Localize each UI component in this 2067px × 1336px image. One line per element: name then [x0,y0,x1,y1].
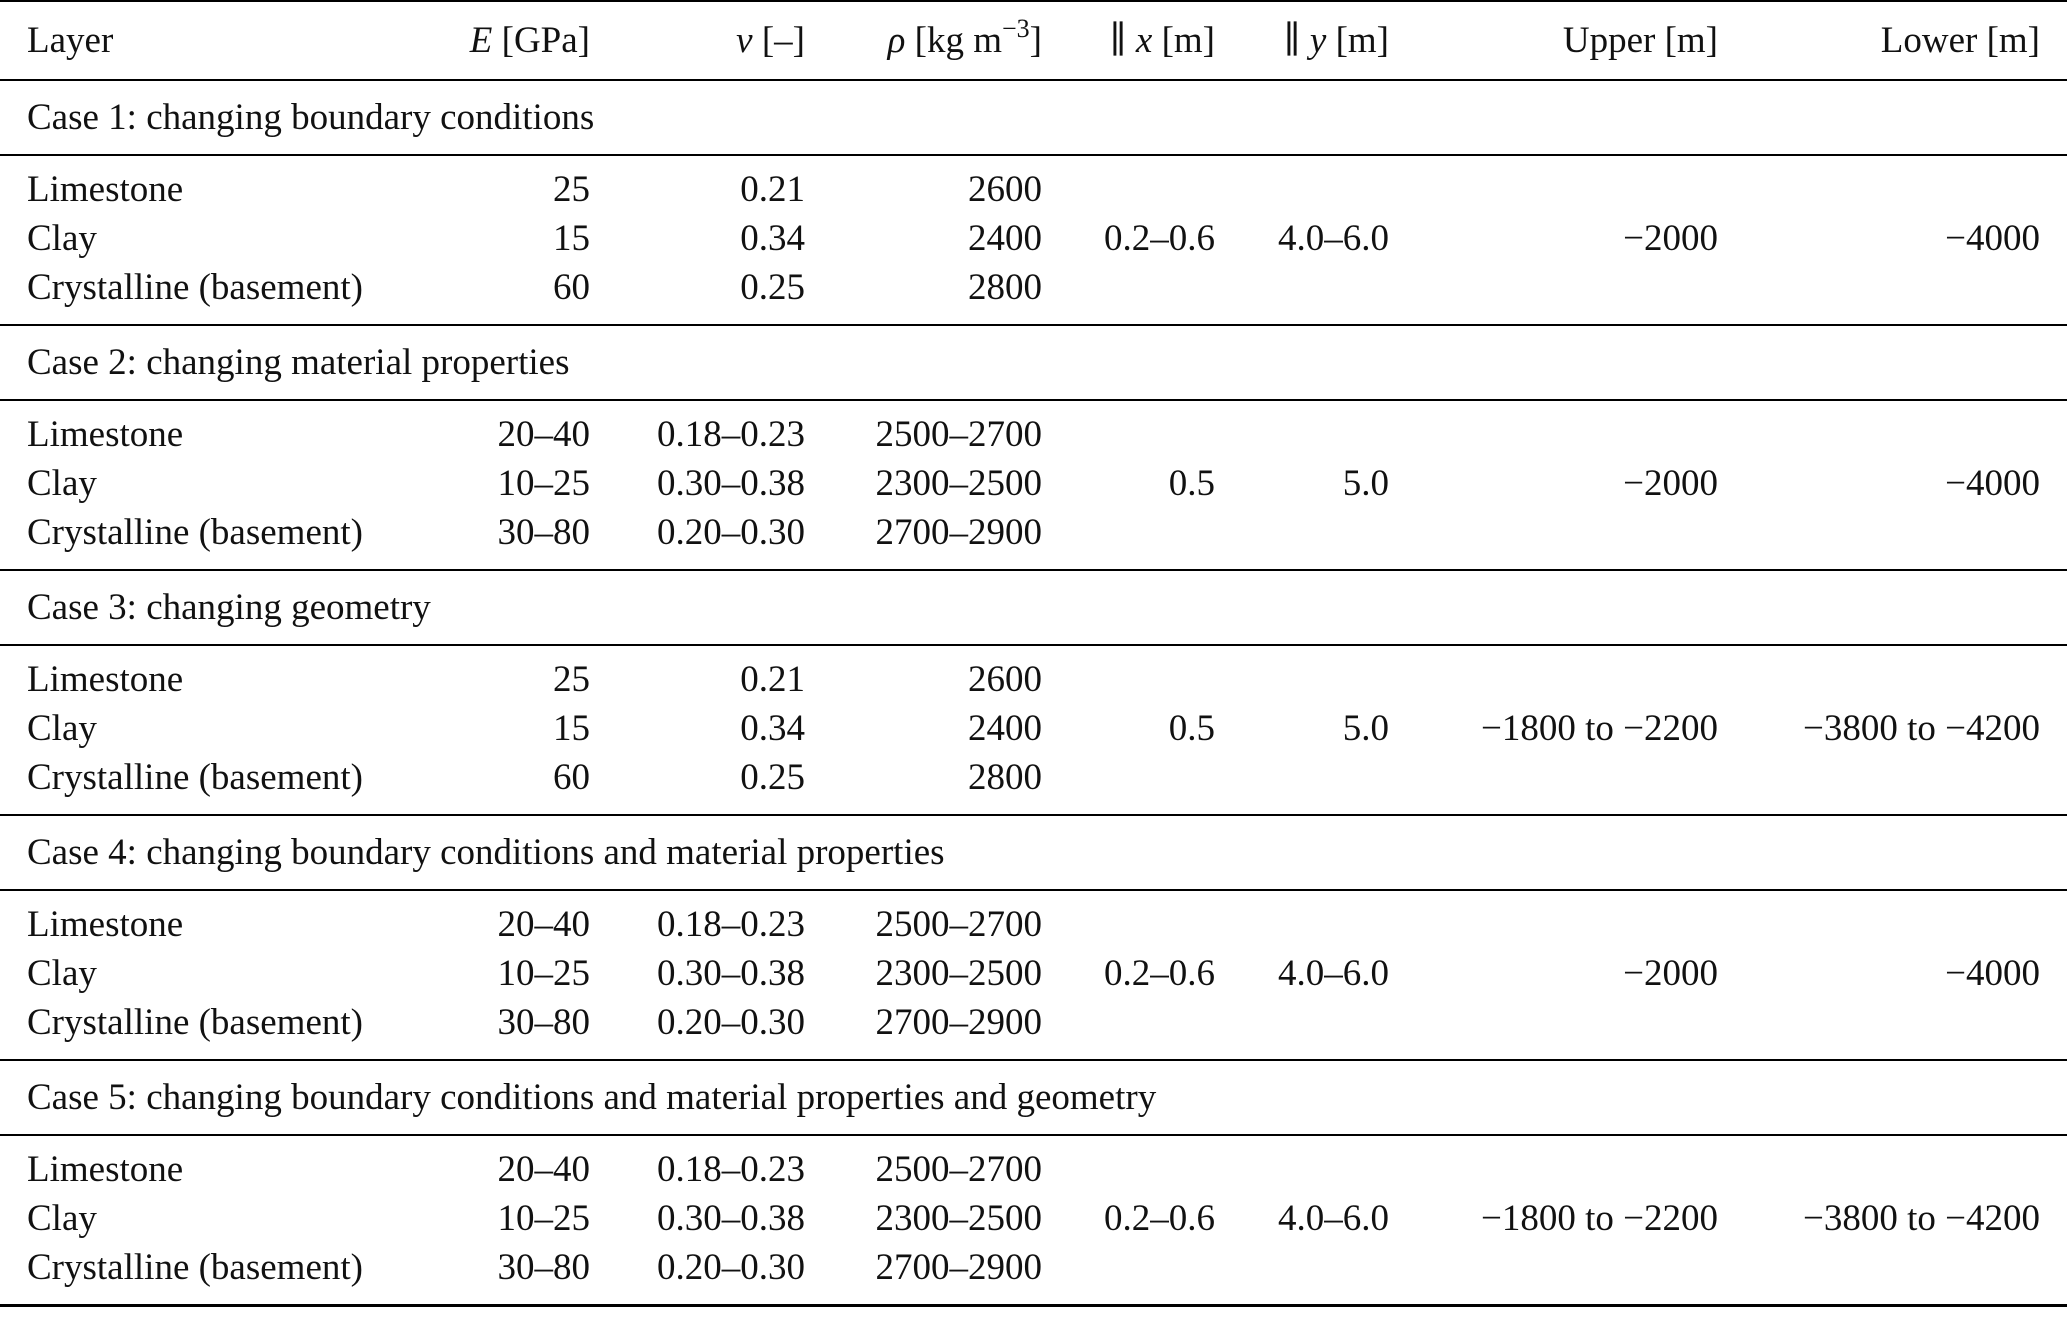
e-value: 10–25 [497,1198,590,1239]
lower-value: −3800 to −4200 [1718,645,2067,815]
case-data-row [0,1135,2067,1306]
case-group-5 [0,1060,2067,1306]
parallel-x-unit: [m] [1152,20,1215,61]
header-layer: Layer [0,1,440,80]
e-value: 10–25 [497,953,590,994]
y-symbol: y [1309,20,1327,61]
case-data-row [0,155,2067,325]
e-unit: [GPa] [492,20,590,61]
case-title: Case 5: changing boundary conditions and material properties and geometry [0,1060,2067,1135]
e-values-cell [440,890,590,1060]
layer-name: Crystalline (basement) [27,1002,363,1043]
rho-symbol: ρ [887,20,906,61]
rho-values-cell [805,1135,1042,1306]
case-group-3 [0,570,2067,815]
parallel-x-value: 0.2–0.6 [1042,1135,1215,1306]
parallel-y-value: 4.0–6.0 [1215,155,1389,325]
e-value: 60 [553,267,590,308]
case-title-row [0,815,2067,890]
case-group-4 [0,815,2067,1060]
parallel-x-value: 0.5 [1042,400,1215,570]
layer-name: Crystalline (basement) [27,1247,363,1288]
layer-name: Limestone [27,169,184,210]
e-values-cell [440,645,590,815]
nu-value: 0.20–0.30 [657,1002,805,1043]
nu-value: 0.30–0.38 [657,463,805,504]
rho-unit-pre: [kg m [905,20,1002,61]
parallel-y-unit: [m] [1326,20,1389,61]
nu-value: 0.25 [740,757,805,798]
parallel-x-value: 0.2–0.6 [1042,890,1215,1060]
layer-name: Crystalline (basement) [27,267,363,308]
rho-unit-post: ] [1029,20,1042,61]
nu-values-cell [590,155,805,325]
e-values-cell [440,155,590,325]
rho-value: 2700–2900 [875,1247,1042,1288]
case-data-row [0,645,2067,815]
case-title-row [0,80,2067,155]
layer-name: Crystalline (basement) [27,757,363,798]
rho-values-cell [805,890,1042,1060]
case-title: Case 4: changing boundary conditions and material properties [0,815,2067,890]
rho-values-cell [805,155,1042,325]
layer-name: Crystalline (basement) [27,512,363,553]
nu-symbol: ν [736,20,753,61]
rho-value: 2500–2700 [875,414,1042,455]
rho-value: 2500–2700 [875,904,1042,945]
nu-value: 0.18–0.23 [657,904,805,945]
parallel-x-value: 0.2–0.6 [1042,155,1215,325]
layer-names-cell [0,1135,440,1306]
nu-values-cell [590,645,805,815]
e-values-cell [440,400,590,570]
upper-value: −2000 [1389,400,1718,570]
header-poisson-ratio [590,1,805,80]
case-title: Case 3: changing geometry [0,570,2067,645]
e-values-cell [440,1135,590,1306]
rho-value: 2500–2700 [875,1149,1042,1190]
rho-value: 2700–2900 [875,1002,1042,1043]
rho-value: 2300–2500 [875,953,1042,994]
e-value: 30–80 [497,512,590,553]
header-upper: Upper [m] [1389,1,1718,80]
nu-value: 0.20–0.30 [657,1247,805,1288]
e-value: 10–25 [497,463,590,504]
parallel-y-value: 5.0 [1215,645,1389,815]
header-density [805,1,1042,80]
nu-values-cell [590,1135,805,1306]
nu-value: 0.18–0.23 [657,414,805,455]
rho-value: 2400 [968,708,1042,749]
lower-value: −4000 [1718,400,2067,570]
lower-value: −4000 [1718,155,2067,325]
e-value: 20–40 [497,414,590,455]
layer-name: Limestone [27,659,184,700]
lower-value: −4000 [1718,890,2067,1060]
layer-name: Limestone [27,1149,184,1190]
e-symbol: E [469,20,493,61]
layer-names-cell [0,400,440,570]
header-parallel-x [1042,1,1215,80]
rho-exponent: −3 [1002,13,1030,43]
rho-value: 2300–2500 [875,1198,1042,1239]
case-title: Case 1: changing boundary conditions [0,80,2067,155]
upper-value: −1800 to −2200 [1389,645,1718,815]
parallel-y-value: 4.0–6.0 [1215,1135,1389,1306]
nu-value: 0.18–0.23 [657,1149,805,1190]
nu-value: 0.21 [740,659,805,700]
rho-value: 2300–2500 [875,463,1042,504]
case-title-row [0,570,2067,645]
rho-value: 2800 [968,267,1042,308]
layer-name: Clay [27,1198,97,1239]
rho-values-cell [805,645,1042,815]
layer-names-cell [0,645,440,815]
layer-name: Clay [27,463,97,504]
table-header [0,1,2067,80]
e-value: 20–40 [497,904,590,945]
layer-name: Clay [27,953,97,994]
header-row [0,1,2067,80]
upper-value: −1800 to −2200 [1389,1135,1718,1306]
e-value: 25 [553,659,590,700]
e-value: 60 [553,757,590,798]
rho-value: 2800 [968,757,1042,798]
x-symbol: x [1135,20,1153,61]
e-value: 25 [553,169,590,210]
layer-name: Limestone [27,414,184,455]
header-lower: Lower [m] [1718,1,2067,80]
upper-value: −2000 [1389,890,1718,1060]
layer-names-cell [0,155,440,325]
rho-value: 2600 [968,659,1042,700]
e-value: 15 [553,218,590,259]
rho-value: 2700–2900 [875,512,1042,553]
header-parallel-y [1215,1,1389,80]
header-youngs-modulus [440,1,590,80]
rho-value: 2600 [968,169,1042,210]
layer-name: Clay [27,708,97,749]
case-title: Case 2: changing material properties [0,325,2067,400]
e-value: 30–80 [497,1247,590,1288]
case-group-1 [0,80,2067,325]
nu-value: 0.30–0.38 [657,1198,805,1239]
nu-value: 0.21 [740,169,805,210]
layer-name: Clay [27,218,97,259]
upper-value: −2000 [1389,155,1718,325]
nu-value: 0.30–0.38 [657,953,805,994]
layer-names-cell [0,890,440,1060]
nu-value: 0.25 [740,267,805,308]
parallel-y-prefix: ∥ [1283,20,1310,61]
nu-value: 0.34 [740,708,805,749]
case-group-2 [0,325,2067,570]
case-title-row [0,1060,2067,1135]
nu-unit: [–] [752,20,805,61]
case-title-row [0,325,2067,400]
parallel-x-value: 0.5 [1042,645,1215,815]
e-value: 15 [553,708,590,749]
parallel-x-prefix: ∥ [1109,20,1136,61]
nu-values-cell [590,400,805,570]
e-value: 30–80 [497,1002,590,1043]
nu-value: 0.20–0.30 [657,512,805,553]
layer-name: Limestone [27,904,184,945]
lower-value: −3800 to −4200 [1718,1135,2067,1306]
parallel-y-value: 4.0–6.0 [1215,890,1389,1060]
nu-values-cell [590,890,805,1060]
parallel-y-value: 5.0 [1215,400,1389,570]
case-data-row [0,890,2067,1060]
case-data-row [0,400,2067,570]
rho-values-cell [805,400,1042,570]
e-value: 20–40 [497,1149,590,1190]
rho-value: 2400 [968,218,1042,259]
nu-value: 0.34 [740,218,805,259]
